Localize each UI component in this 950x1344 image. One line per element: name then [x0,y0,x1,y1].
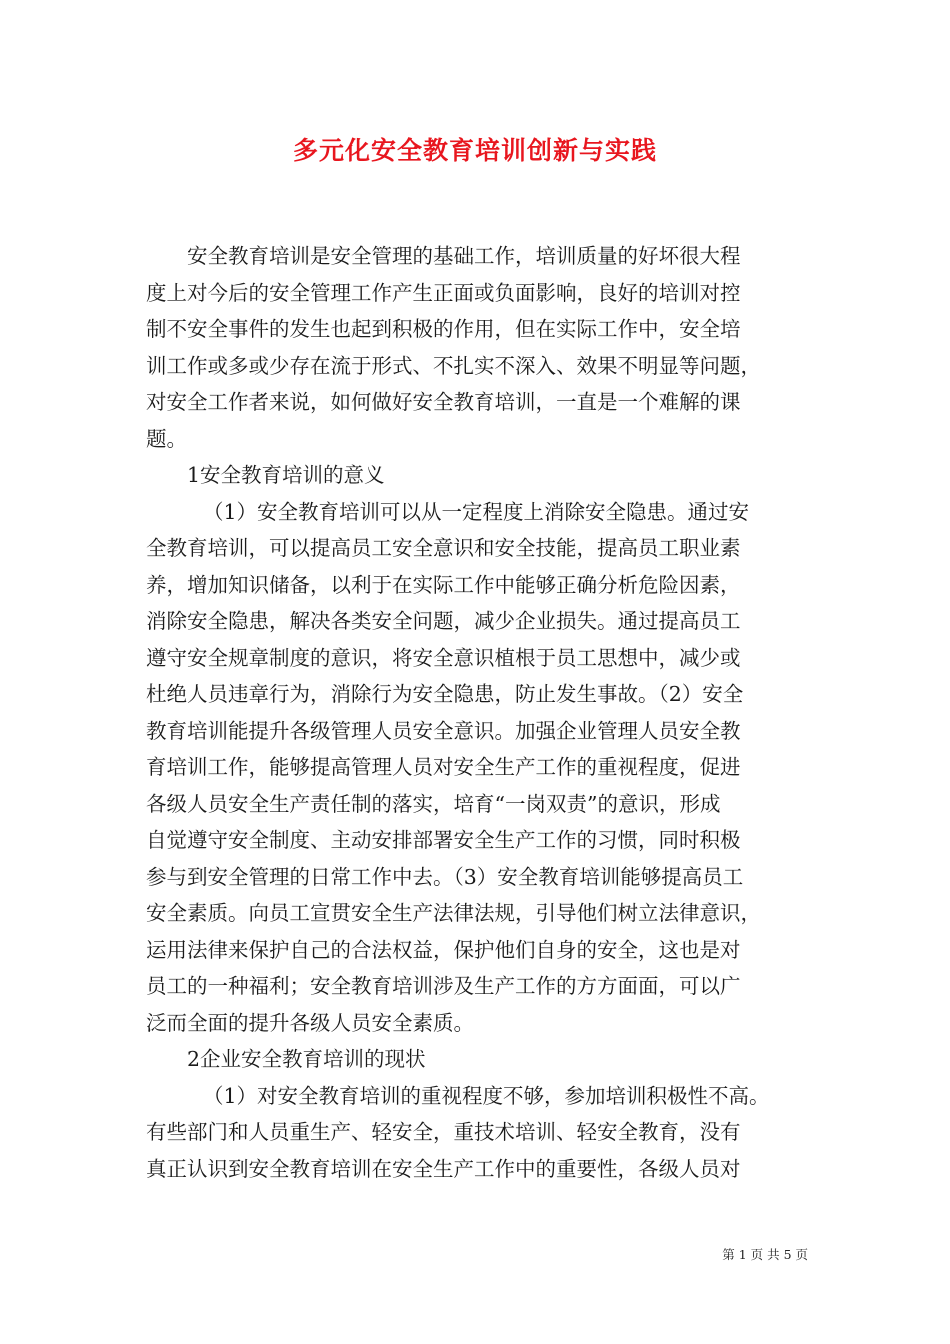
text-line: （1）安全教育培训可以从一定程度上消除安全隐患。通过安 [203,499,750,524]
text-line: 2企业安全教育培训的现状 [187,1047,426,1071]
text-line: 全教育培训，可以提高员工安全意识和安全技能，提高员工职业素 [146,536,741,560]
document-title: 多元化安全教育培训创新与实践 [292,136,657,165]
text-line: 1安全教育培训的意义 [187,463,385,487]
text-line: 育培训工作，能够提高管理人员对安全生产工作的重视程度，促进 [146,755,741,779]
text-line: 遵守安全规章制度的意识，将安全意识植根于员工思想中，减少或 [146,645,741,670]
text-line: 制不安全事件的发生也起到积极的作用，但在实际工作中，安全培 [146,317,741,341]
text-line: （1）对安全教育培训的重视程度不够，参加培训积极性不高。 [203,1083,770,1108]
text-line: 对安全工作者来说，如何做好安全教育培训，一直是一个难解的课 [146,390,741,414]
document-body [146,238,806,1187]
text-line: 各级人员安全生产责任制的落实，培育“一岗双责”的意识，形成 [146,791,721,816]
text-line: 养，增加知识储备，以利于在实际工作中能够正确分析危险因素， [146,572,741,597]
text-line: 安全教育培训是安全管理的基础工作，培训质量的好坏很大程 [187,244,741,268]
text-line: 教育培训能提升各级管理人员安全意识。加强企业管理人员安全教 [146,718,741,743]
text-line: 度上对今后的安全管理工作产生正面或负面影响，良好的培训对控 [146,280,741,305]
text-line: 训工作或多或少存在流于形式、不扎实不深入、效果不明显等问题， [146,353,761,378]
text-line: 真正认识到安全教育培训在安全生产工作中的重要性，各级人员对 [146,1156,741,1181]
text-line: 消除安全隐患，解决各类安全问题，减少企业损失。通过提高员工 [146,609,741,633]
text-line: 泛而全面的提升各级人员安全素质。 [146,1010,474,1035]
text-line: 运用法律来保护自己的合法权益，保护他们自身的安全，这也是对 [146,937,741,962]
text-line: 安全素质。向员工宣贯安全生产法律法规，引导他们树立法律意识， [146,901,761,925]
page-footer: 第 1 页 共 5 页 [722,1247,808,1262]
text-line: 杜绝人员违章行为，消除行为安全隐患，防止发生事故。（2）安全 [146,682,744,706]
text-line: 题。 [146,426,187,451]
text-line: 有些部门和人员重生产、轻安全，重技术培训、轻安全教育，没有 [146,1120,741,1144]
text-line: 自觉遵守安全制度、主动安排部署安全生产工作的习惯，同时积极 [146,828,741,852]
text-line: 员工的一种福利；安全教育培训涉及生产工作的方方面面，可以广 [146,974,741,998]
text-line: 参与到安全管理的日常工作中去。（3）安全教育培训能够提高员工 [146,864,744,889]
